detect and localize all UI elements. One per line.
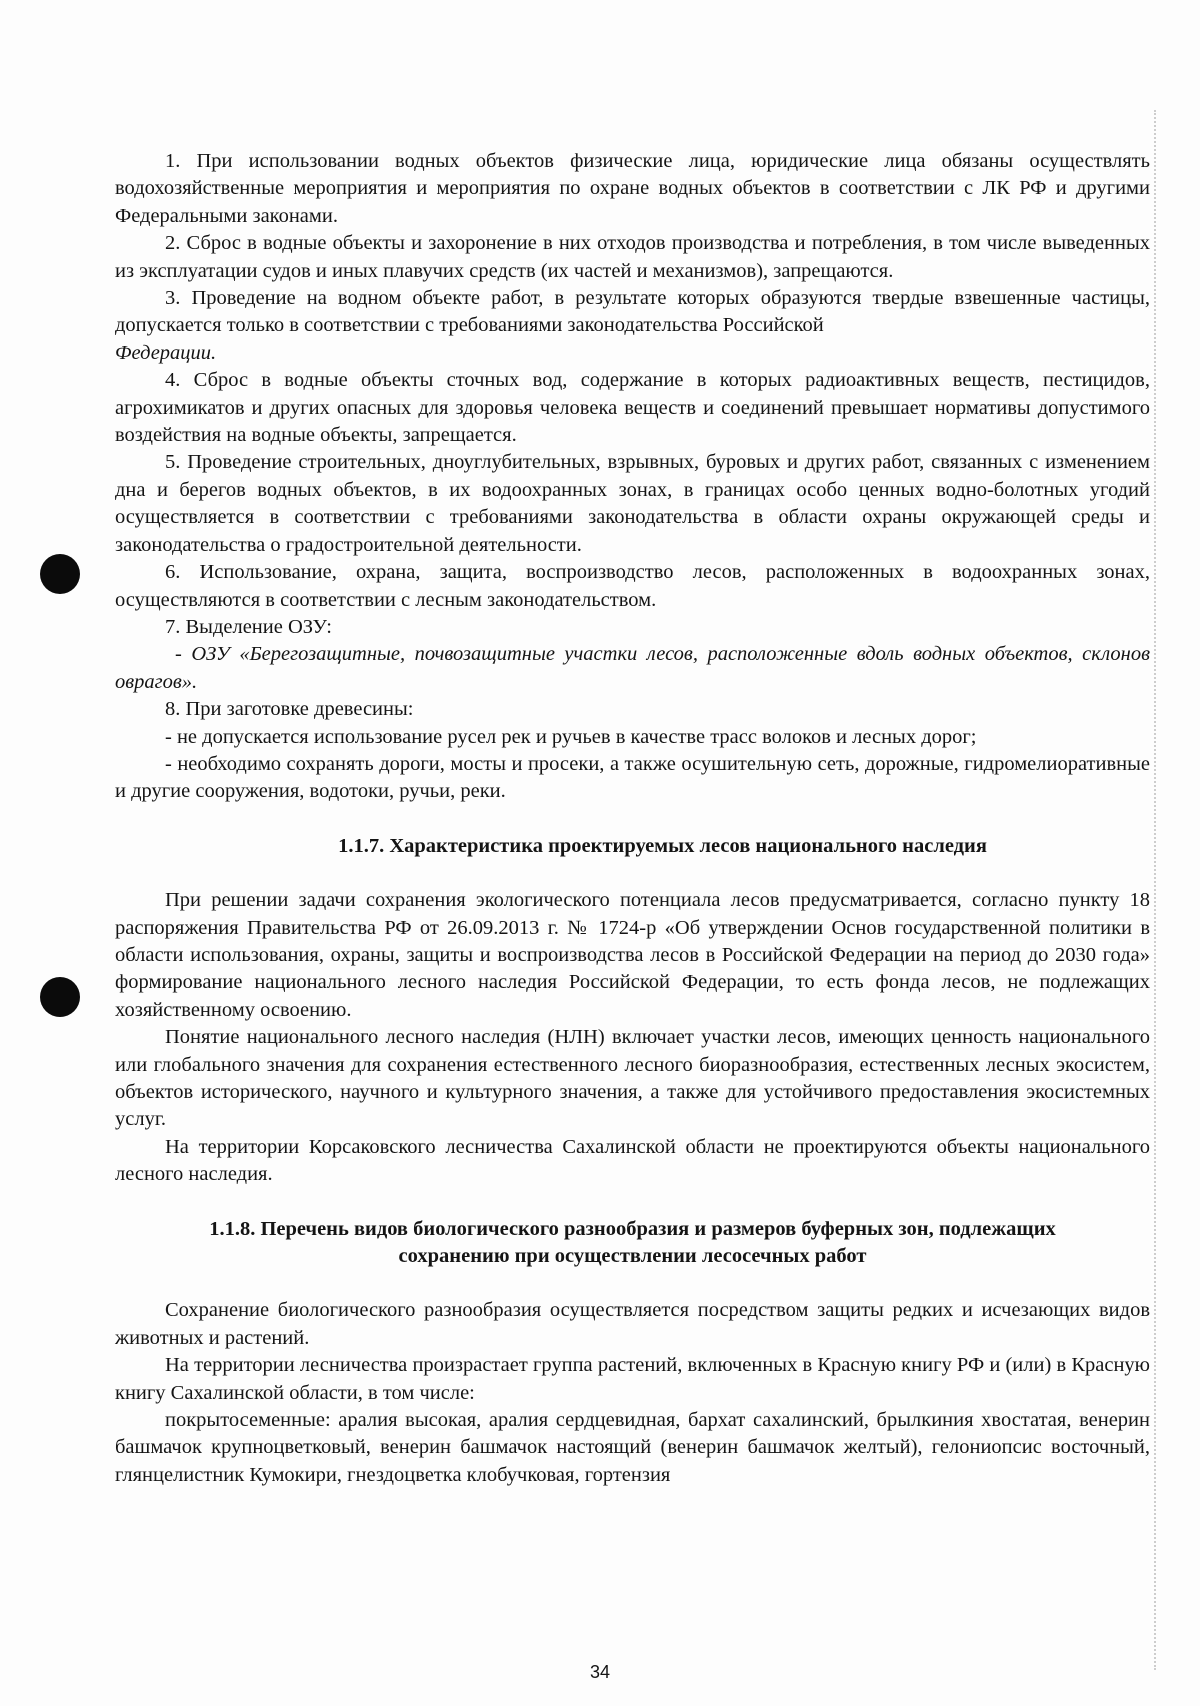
paragraph-1: 1. При использовании водных объектов физические лица, юридические лица обязаны осуществлять водохозяйственные мероприятия и мероприятия по охране водных объектов в соответствии с ЛК РФ и другими Федеральными законами. bbox=[115, 150, 1150, 227]
section-heading-118-line-2: сохранению при осуществлении лесосечных работ bbox=[398, 1245, 867, 1268]
section-117-paragraph-3: На территории Корсаковского лесничества Сахалинской области не проектируются объекты национального лесного наследия. bbox=[115, 1135, 1150, 1186]
section-heading-118 bbox=[115, 1216, 1150, 1271]
paragraph-2: 2. Сброс в водные объекты и захоронение в них отходов производства и потребления, в том числе выведенных из эксплуатации судов и иных плавучих средств (их частей и механизмов), запрещаются. bbox=[115, 232, 1150, 282]
paragraph-6: 6. Использование, охрана, защита, воспроизводство лесов, расположенных в водоохранных зонах, осуществляются в соответствии с лесным законодательством. bbox=[115, 561, 1150, 611]
paragraph-8-item-1: - не допускается использование русел рек и ручьев в качестве трасс волоков и лесных дорог; bbox=[165, 725, 977, 748]
paragraph-3: 3. Проведение на водном объекте работ, в результате которых образуются твердые взвешенные частицы, допускается только в соответствии с требованиями законодательства Российской bbox=[115, 287, 1150, 337]
section-heading-118-line-1: 1.1.8. Перечень видов биологического разнообразия и размеров буферных зон, подлежащих bbox=[209, 1217, 1056, 1240]
scan-edge-speckle bbox=[1154, 110, 1186, 1670]
paragraph-5: 5. Проведение строительных, дноуглубительных, взрывных, буровых и других работ, связанных с изменением дна и берегов водных объектов, в их водоохранных зонах, в границах особо ценных водно-болотных угодий осуществляется в соответствии с требованиями законодательства в области охраны окружающей среды и законодательства о градостроительной деятельности. bbox=[115, 451, 1150, 556]
punch-hole-top bbox=[40, 554, 80, 594]
document-page bbox=[115, 148, 1150, 1489]
section-117-paragraph-1: При решении задачи сохранения экологического потенциала лесов предусматривается, согласно пункту 18 распоряжения Правительства РФ от 26.09.2013 г. № 1724-р «Об утверждении Основ государственной политики в области использования, охраны, защиты и воспроизводства лесов в Российской Федерации на период до 2030 года» формирование национального лесного наследия Российской Федерации, то есть фонда лесов, не подлежащих хозяйственному освоению. bbox=[115, 889, 1150, 1021]
section-117-paragraph-2: Понятие национального лесного наследия (НЛН) включает участки лесов, имеющих ценность национального или глобального значения для сохранения естественного лесного биоразнообразия, естественных лесных экосистем, объектов исторического, научного и культурного значения, а также для устойчивого предоставления экосистемных услуг. bbox=[115, 1026, 1150, 1131]
paragraph-8-item-2: - необходимо сохранять дороги, мосты и просеки, а также осушительную сеть, дорожные, гидромелиоративные и другие сооружения, водотоки, ручьи, реки. bbox=[115, 752, 1150, 803]
paragraph-7: 7. Выделение ОЗУ: bbox=[165, 615, 332, 638]
section-118-paragraph-1: Сохранение биологического разнообразия осуществляется посредством защиты редких и исчезающих видов животных и растений. bbox=[115, 1299, 1150, 1349]
section-118-paragraph-2: На территории лесничества произрастает группа растений, включенных в Красную книгу РФ и (или) в Красную книгу Сахалинской области, в том числе: bbox=[115, 1354, 1150, 1404]
paragraph-4: 4. Сброс в водные объекты сточных вод, содержание в которых радиоактивных веществ, пестицидов, агрохимикатов и других опасных для здоровья человека веществ и соединений превышает нормативы допустимого воздействия на водные объекты, запрещается. bbox=[115, 369, 1150, 447]
section-heading-117: 1.1.7. Характеристика проектируемых лесов национального наследия bbox=[338, 834, 987, 857]
paragraph-8: 8. При заготовке древесины: bbox=[165, 698, 414, 721]
paragraph-3-end: Федерации. bbox=[115, 341, 217, 364]
page-number: 34 bbox=[589, 1662, 611, 1682]
punch-hole-bottom bbox=[40, 977, 80, 1017]
paragraph-ozu: - ОЗУ «Берегозащитные, почвозащитные участки лесов, расположенные вдоль водных объектов, склонов оврагов». bbox=[115, 643, 1150, 693]
section-118-paragraph-3: покрытосеменные: аралия высокая, аралия сердцевидная, бархат сахалинский, брылкиния хвостатая, венерин башмачок крупноцветковый, венерин башмачок настоящий (венерин башмачок желтый), гелониопсис восточный, глянцелистник Кумокири, гнездоцветка клобучковая, гортензия bbox=[115, 1409, 1150, 1486]
